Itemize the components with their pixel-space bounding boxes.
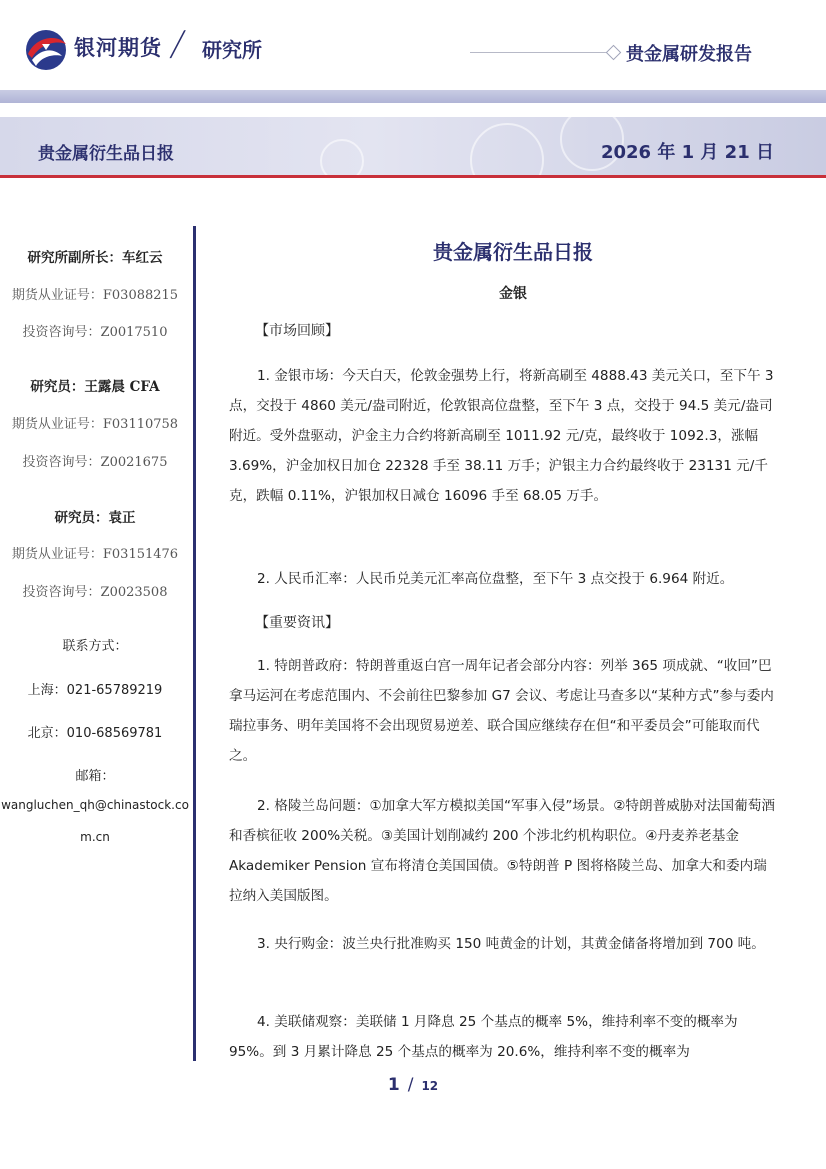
email-address-cont[interactable]: m.cn [80,830,110,844]
header-rule [470,52,610,53]
paragraph-rmb-rate: 2. 人民币汇率：人民币兑美元汇率高位盘整，至下午 3 点交投于 6.964 附近。 [257,571,734,587]
email-label: 邮箱： [75,769,115,784]
report-type: 贵金属研发报告 [626,44,752,65]
page-footer [0,1075,826,1095]
banner-red-rule [0,175,826,178]
brand-name: 银河期货 [74,36,162,60]
header-slash: / [167,24,188,64]
consult-number: 投资咨询号：Z0017510 [22,325,168,340]
license-number: 期货从业证号：F03088215 [11,288,179,303]
header-band-top [0,90,826,103]
institute-name: 研究所 [202,38,262,62]
author-name: 研究员：袁正 [54,510,136,526]
paragraph-gold-silver-market: 1. 金银市场：今天白天，伦敦金强势上行，将新高刷至 4888.43 美元关口，至下午 3 点，交投于 4860 美元/盎司附近，伦敦银高位盘整，至下午 3 点，交投于 94.5 美元/盎司附近。受外盘驱动，沪金主力合约将新高刷至 1011.92 元/克，最终收于 1092.3，涨幅 3.69%，沪金加权日加仓 22328 手至 38.11 万手；沪银主力合约最终收于 23131 元/千克，跌幅 0.11%，沪银加权日减仓 16096 手至 68.05 万手。 [229,368,774,504]
paragraph-central-bank-gold: 3. 央行购金：波兰央行批准购买 150 吨黄金的计划，其黄金储备将增加到 700 吨。 [257,936,765,952]
paragraph-fed-watch: 4. 美联储观察：美联储 1 月降息 25 个基点的概率 5%，维持利率不变的概率为 95%。到 3 月累计降息 25 个基点的概率为 20.6%，维持利率不变的概率为 [229,1014,738,1060]
page-subtitle: 金银 [499,286,527,302]
banner-title: 贵金属衍生品日报 [38,144,174,164]
current-page: 1 [387,1075,400,1095]
report-date: 2026 年 1 月 21 日 [600,142,774,163]
section-heading-news: 【重要资讯】 [255,615,339,631]
author-name: 研究员：王露晨 CFA [30,379,160,395]
beijing-phone: 北京：010-68569781 [27,726,163,741]
author-name: 研究所副所长：车红云 [27,250,163,266]
section-heading-market-review: 【市场回顾】 [255,323,339,339]
shanghai-phone: 上海：021-65789219 [27,683,163,698]
total-pages: 12 [421,1079,439,1093]
paragraph-greenland: 2. 格陵兰岛问题：①加拿大军方模拟美国“军事入侵”场景。②特朗普威胁对法国葡萄酒和香槟征收 200%关税。③美国计划削减约 200 个涉北约机构职位。④丹麦养老基金 Akademiker Pension 宣布将清仓美国国债。⑤特朗普 P 图将格陵兰岛、加拿大和委内瑞拉纳入美国版图。 [229,798,775,904]
license-number: 期货从业证号：F03110758 [11,417,179,432]
diamond-icon [606,45,622,61]
sidebar-divider [193,226,196,1061]
galaxy-logo-icon [22,26,70,74]
page-title: 贵金属衍生品日报 [433,240,593,264]
page-separator: / [407,1075,414,1095]
consult-number: 投资咨询号：Z0023508 [22,585,168,600]
email-address[interactable]: wangluchen_qh@chinastock.co [1,798,189,812]
license-number: 期货从业证号：F03151476 [11,547,179,562]
contact-label: 联系方式： [62,639,128,654]
consult-number: 投资咨询号：Z0021675 [22,455,168,470]
paragraph-trump-admin: 1. 特朗普政府：特朗普重返白宫一周年记者会部分内容：列举 365 项成就、“收回”巴拿马运河在考虑范围内、不会前往巴黎参加 G7 会议、考虑让马查多以“某种方式”参与委内瑞拉事务、明年美国将不会出现贸易逆差、联合国应继续存在但“和平委员会”可能取而代之。 [229,658,774,764]
